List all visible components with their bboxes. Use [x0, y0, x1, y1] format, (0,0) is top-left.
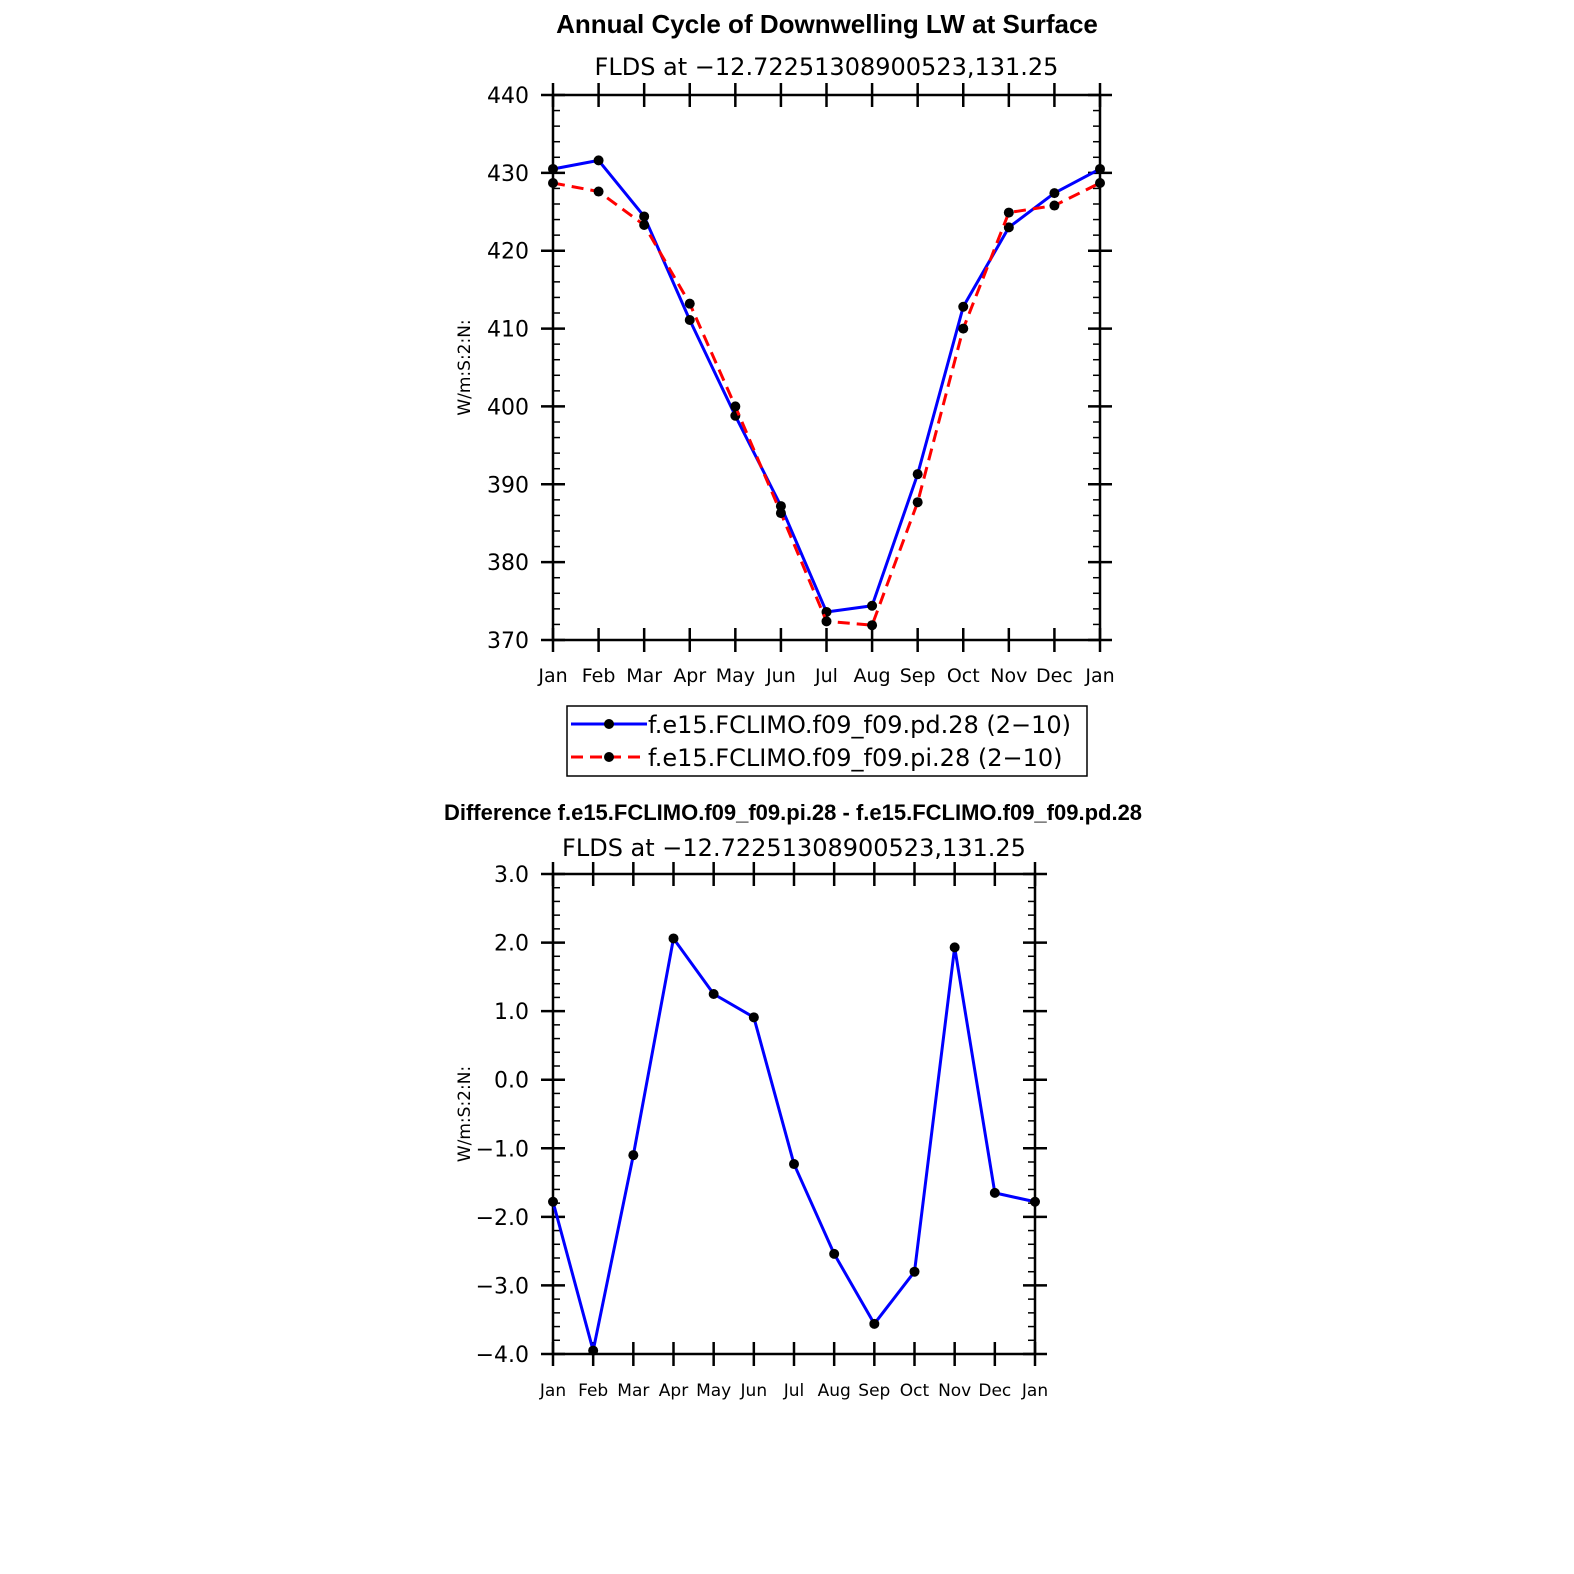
- chart1-series-line-2: [553, 183, 1100, 625]
- chart2-ytick-label: −3.0: [475, 1274, 529, 1300]
- chart1-series-1-point: [1049, 188, 1059, 198]
- chart1-xtick-label: Jun: [766, 665, 796, 687]
- chart2-series-1-point: [869, 1319, 879, 1329]
- chart2-xtick-label: Feb: [578, 1381, 609, 1401]
- chart2-series-1-point: [548, 1197, 558, 1207]
- chart2-series-1-point: [709, 989, 719, 999]
- chart1-series-2-point: [685, 299, 695, 309]
- chart1-legend-marker-1: [604, 719, 614, 729]
- chart1-ytick-label: 440: [487, 84, 529, 109]
- chart2-series-1-point: [749, 1012, 759, 1022]
- chart1-xtick-label: Feb: [581, 665, 616, 687]
- chart2-xtick-label: Aug: [817, 1381, 851, 1401]
- chart1-xtick-label: May: [715, 665, 755, 687]
- chart1-ylabel: W/m:S:2:N:: [455, 319, 475, 416]
- chart2-ytick-label: 1.0: [494, 1000, 529, 1026]
- chart1-series-1-point: [548, 164, 558, 174]
- chart1-series-1-point: [958, 302, 968, 312]
- chart1-title: Annual Cycle of Downwelling LW at Surface: [556, 9, 1098, 39]
- chart1-ytick-label: 370: [487, 629, 529, 654]
- chart1-ytick-label: 430: [487, 161, 529, 187]
- chart1-series-2-point: [1004, 208, 1014, 218]
- chart1-xtick-label: Mar: [626, 665, 663, 687]
- chart1-legend-label-1: f.e15.FCLIMO.f09_f09.pd.28 (2−10): [648, 711, 1072, 739]
- chart1-series-1-point: [639, 211, 649, 221]
- chart1-series-2-point: [1095, 178, 1105, 188]
- chart2-ytick-label: −2.0: [475, 1205, 529, 1231]
- chart1-series-1-point: [1095, 164, 1105, 174]
- chart2-xtick-label: Dec: [978, 1381, 1012, 1401]
- chart2-series-1-point: [789, 1159, 799, 1169]
- chart1-series-line-1: [553, 160, 1100, 612]
- chart2-xtick-label: Nov: [938, 1381, 972, 1401]
- chart1-xtick-label: Jul: [815, 665, 838, 687]
- chart2-series-1-point: [950, 942, 960, 952]
- chart1-xtick-label: Apr: [673, 665, 707, 687]
- chart2-title: Difference f.e15.FCLIMO.f09_f09.pi.28 - f.e15.FCLIMO.f09_f09.pd.28: [443, 800, 1143, 825]
- chart2-ytick-label: 2.0: [494, 931, 529, 957]
- chart1-series-2-point: [822, 616, 832, 626]
- chart1-xtick-label: Nov: [990, 665, 1028, 687]
- chart2-subtitle: FLDS at −12.72251308900523,131.25: [562, 834, 1026, 862]
- chart1-xtick-label: Jan: [538, 665, 568, 687]
- chart1-series-1-point: [913, 469, 923, 479]
- chart1-series-2-point: [958, 324, 968, 334]
- chart2-ytick-label: 3.0: [494, 863, 529, 888]
- chart2-series-1-point: [669, 933, 679, 943]
- chart2-xtick-label: Jan: [1021, 1381, 1049, 1401]
- chart1-ytick-label: 410: [487, 317, 529, 343]
- chart2-series-line-1: [553, 938, 1035, 1350]
- chart1-series-1-point: [685, 315, 695, 325]
- chart1-ytick-label: 400: [487, 395, 529, 421]
- chart1-series-1-point: [594, 155, 604, 165]
- chart1-xtick-label: Dec: [1036, 665, 1073, 687]
- chart2-xtick-label: Jul: [783, 1381, 805, 1401]
- chart1-xtick-label: Jan: [1085, 665, 1115, 687]
- chart1-series-1-point: [867, 601, 877, 611]
- chart2-ylabel: W/m:S:2:N:: [455, 1065, 475, 1163]
- chart2-series-1-point: [628, 1150, 638, 1160]
- chart1-subtitle: FLDS at −12.72251308900523,131.25: [594, 53, 1059, 81]
- chart2-xtick-label: May: [696, 1381, 732, 1401]
- chart1-series-2-point: [639, 220, 649, 230]
- chart2-xtick-label: Sep: [858, 1381, 891, 1401]
- chart2-xtick-label: Apr: [658, 1381, 689, 1401]
- chart1-series-2-point: [730, 401, 740, 411]
- chart2-xtick-label: Oct: [899, 1381, 930, 1401]
- chart2-series-1-point: [990, 1188, 1000, 1198]
- chart1-legend-label-2: f.e15.FCLIMO.f09_f09.pi.28 (2−10): [648, 744, 1063, 772]
- chart1-ytick-label: 390: [487, 473, 529, 499]
- chart1-series-2-point: [594, 187, 604, 197]
- chart2-ytick-label: 0.0: [494, 1068, 529, 1094]
- chart1-plot-frame: [553, 95, 1100, 640]
- chart2-plot-frame: [553, 874, 1035, 1354]
- chart2-xtick-label: Jan: [539, 1381, 567, 1401]
- chart2-series-1-point: [910, 1267, 920, 1277]
- chart1-series-2-point: [776, 508, 786, 518]
- chart1-xtick-label: Oct: [946, 665, 980, 687]
- chart2-ytick-label: −1.0: [475, 1137, 529, 1163]
- chart1-series-2-point: [913, 497, 923, 507]
- chart2-series-1-point: [588, 1346, 598, 1356]
- chart2-xtick-label: Mar: [617, 1381, 650, 1401]
- chart2-xtick-label: Jun: [740, 1381, 768, 1401]
- chart1-xtick-label: Sep: [899, 665, 936, 687]
- chart2-ytick-label: −4.0: [475, 1343, 529, 1368]
- chart1-legend-marker-2: [604, 752, 614, 762]
- chart1-series-2-point: [1049, 201, 1059, 211]
- chart1-ytick-label: 420: [487, 239, 529, 265]
- chart2-series-1-point: [1030, 1197, 1040, 1207]
- chart1-xtick-label: Aug: [853, 665, 891, 687]
- chart1-series-2-point: [548, 178, 558, 188]
- chart2-series-1-point: [829, 1249, 839, 1259]
- chart1-ytick-label: 380: [487, 551, 529, 577]
- chart1-series-2-point: [867, 620, 877, 630]
